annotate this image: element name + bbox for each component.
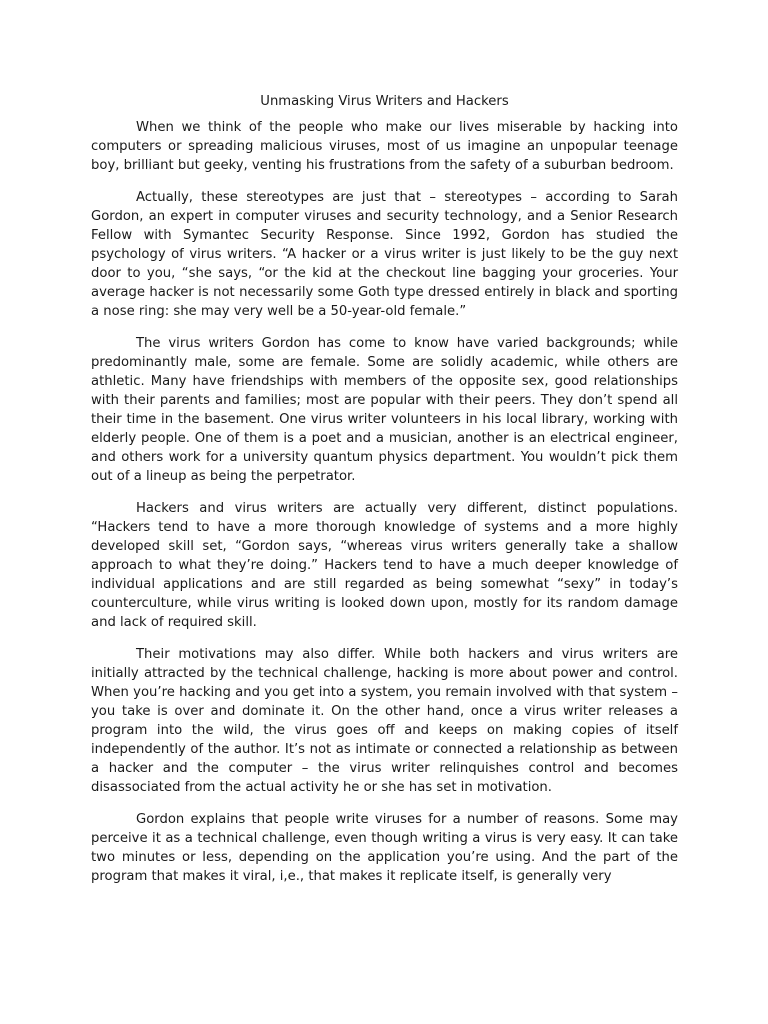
paragraph-5: Their motivations may also differ. While both hackers and virus writers are initially attracted by the technical challenge, hacking is more about power and control. When you’re hacking and you get into a system, you remain involved with that system – you take is over and dominate it. On the other hand, once a virus writer releases a program into the wild, the virus goes off and keeps on making copies of itself independently of the author. It’s not as intimate or connected a relationship as between a hacker and the computer – the virus writer relinquishes control and becomes disassociated from the actual activity he or she has set in motivation. <box>91 647 678 795</box>
paragraph-4: Hackers and virus writers are actually very different, distinct populations. “Hackers tend to have a more thorough knowledge of systems and a more highly developed skill set, “Gordon says, “whereas virus writers generally take a shallow approach to what they’re doing.” Hackers tend to have a much deeper knowledge of individual applications and are still regarded as being somewhat “sexy” in today’s counterculture, while virus writing is looked down upon, mostly for its random damage and lack of required skill. <box>91 501 678 630</box>
paragraph-2: Actually, these stereotypes are just that – stereotypes – according to Sarah Gordon, an expert in computer viruses and security technology, and a Senior Research Fellow with Symantec Security Response. Since 1992, Gordon has studied the psychology of virus writers. “A hacker or a virus writer is just likely to be the guy next door to you, “she says, “or the kid at the checkout line bagging your groceries. Your average hacker is not necessarily some Goth type dressed entirely in black and sporting a nose ring: she may very well be a 50-year-old female.” <box>91 190 678 319</box>
paragraph-1: When we think of the people who make our lives miserable by hacking into computers or spreading malicious viruses, most of us imagine an unpopular teenage boy, brilliant but geeky, venting his frustrations from the safety of a suburban bedroom. <box>91 120 678 173</box>
document-body <box>91 92 678 899</box>
paragraph-3: The virus writers Gordon has come to know have varied backgrounds; while predominantly male, some are female. Some are solidly academic, while others are athletic. Many have friendships with members of the opposite sex, good relationships with their parents and families; most are popular with their peers. They don’t spend all their time in the basement. One virus writer volunteers in his local library, working with elderly people. One of them is a poet and a musician, another is an electrical engineer, and others work for a university quantum physics department. You wouldn’t pick them out of a lineup as being the perpetrator. <box>91 336 678 484</box>
document-title: Unmasking Virus Writers and Hackers <box>260 94 509 109</box>
paragraph-6: Gordon explains that people write viruses for a number of reasons. Some may perceive it as a technical challenge, even though writing a virus is very easy. It can take two minutes or less, depending on the application you’re using. And the part of the program that makes it viral, i,e., that makes it replicate itself, is generally very <box>91 812 678 884</box>
